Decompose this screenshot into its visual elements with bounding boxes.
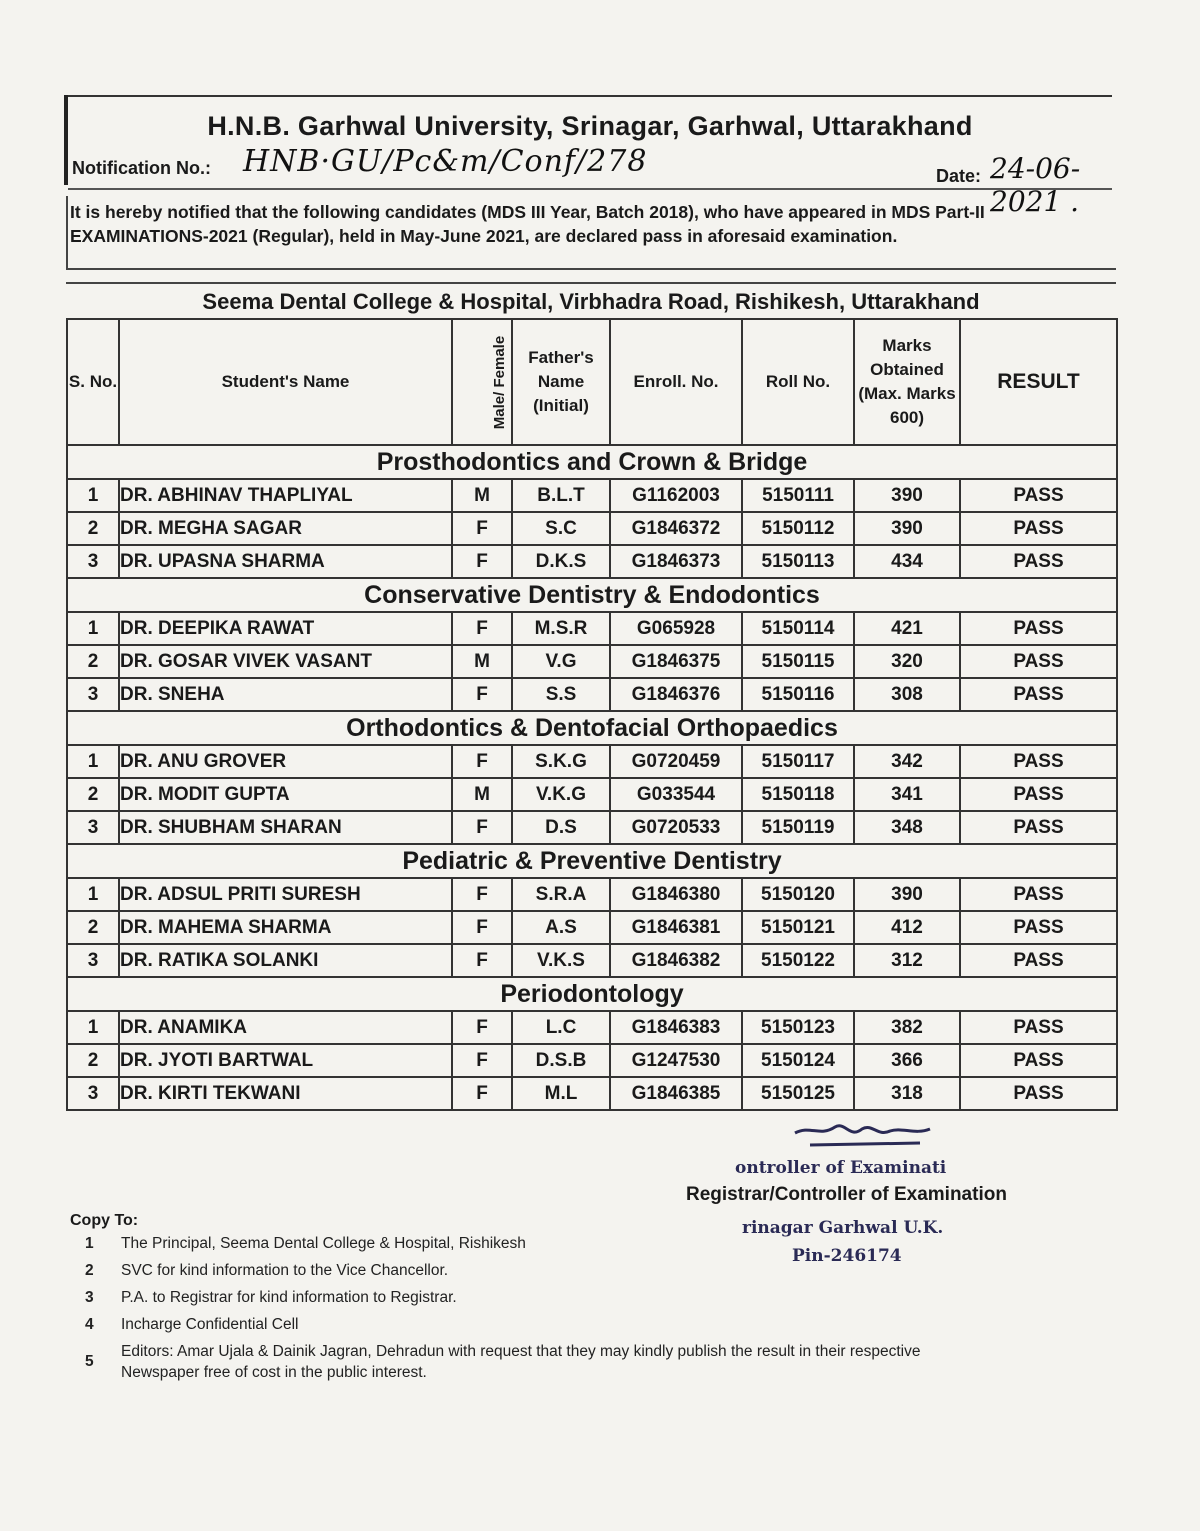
cell-name: DR. ANU GROVER bbox=[119, 745, 452, 778]
cell-sno: 2 bbox=[67, 1044, 119, 1077]
table-row bbox=[67, 645, 1117, 678]
cell-father: B.L.T bbox=[512, 479, 610, 512]
cell-result: PASS bbox=[960, 678, 1117, 711]
cell-father: M.L bbox=[512, 1077, 610, 1110]
university-title: H.N.B. Garhwal University, Srinagar, Garhwal, Uttarakhand bbox=[207, 111, 973, 141]
cell-enroll: G1846383 bbox=[610, 1011, 742, 1044]
col-result: RESULT bbox=[960, 319, 1117, 445]
cell-result: PASS bbox=[960, 545, 1117, 578]
copy-to-item bbox=[85, 1233, 985, 1254]
cell-sno: 1 bbox=[67, 745, 119, 778]
cell-sno: 3 bbox=[67, 944, 119, 977]
section-header-row bbox=[67, 711, 1117, 745]
cell-sno: 1 bbox=[67, 878, 119, 911]
cell-name: DR. DEEPIKA RAWAT bbox=[119, 612, 452, 645]
copy-to-item-number: 4 bbox=[85, 1316, 94, 1333]
cell-name: DR. MEGHA SAGAR bbox=[119, 512, 452, 545]
cell-marks: 308 bbox=[854, 678, 960, 711]
section-header-row bbox=[67, 977, 1117, 1011]
copy-to-item-text: The Principal, Seema Dental College & Hospital, Rishikesh bbox=[121, 1235, 526, 1252]
cell-father: S.C bbox=[512, 512, 610, 545]
cell-name: DR. MAHEMA SHARMA bbox=[119, 911, 452, 944]
cell-result: PASS bbox=[960, 1077, 1117, 1110]
col-gender bbox=[452, 319, 512, 445]
stamp-line-2: rinagar Garhwal U.K. bbox=[742, 1218, 944, 1238]
col-father: Father's Name (Initial) bbox=[512, 319, 610, 445]
copy-to-item-number: 3 bbox=[85, 1289, 94, 1306]
section-header-row bbox=[67, 445, 1117, 479]
notification-number: HNB·GU/Pc&m/Conf/278 bbox=[243, 144, 648, 179]
cell-father: D.S bbox=[512, 811, 610, 844]
cell-father: V.K.S bbox=[512, 944, 610, 977]
cell-name: DR. UPASNA SHARMA bbox=[119, 545, 452, 578]
cell-roll: 5150115 bbox=[742, 645, 854, 678]
table-header-row bbox=[67, 319, 1117, 445]
table-row bbox=[67, 878, 1117, 911]
cell-enroll: G0720533 bbox=[610, 811, 742, 844]
results-body bbox=[67, 445, 1117, 1110]
copy-to-item-text: P.A. to Registrar for kind information to Registrar. bbox=[121, 1289, 457, 1306]
cell-enroll: G1162003 bbox=[610, 479, 742, 512]
cell-enroll: G1846376 bbox=[610, 678, 742, 711]
cell-father: S.R.A bbox=[512, 878, 610, 911]
cell-gender: F bbox=[452, 811, 512, 844]
cell-roll: 5150112 bbox=[742, 512, 854, 545]
cell-gender: F bbox=[452, 678, 512, 711]
cell-marks: 348 bbox=[854, 811, 960, 844]
cell-marks: 312 bbox=[854, 944, 960, 977]
col-marks: Marks Obtained (Max. Marks 600) bbox=[854, 319, 960, 445]
cell-gender: F bbox=[452, 1011, 512, 1044]
cell-roll: 5150118 bbox=[742, 778, 854, 811]
cell-roll: 5150123 bbox=[742, 1011, 854, 1044]
cell-sno: 1 bbox=[67, 479, 119, 512]
cell-sno: 1 bbox=[67, 612, 119, 645]
cell-result: PASS bbox=[960, 878, 1117, 911]
cell-roll: 5150124 bbox=[742, 1044, 854, 1077]
table-row bbox=[67, 1044, 1117, 1077]
cell-gender: F bbox=[452, 745, 512, 778]
col-sno: S. No. bbox=[67, 319, 119, 445]
cell-gender: F bbox=[452, 612, 512, 645]
cell-enroll: G0720459 bbox=[610, 745, 742, 778]
section-title: Prosthodontics and Crown & Bridge bbox=[67, 445, 1117, 479]
cell-roll: 5150121 bbox=[742, 911, 854, 944]
section-title: Periodontology bbox=[67, 977, 1117, 1011]
stamp-line-1: ontroller of Examinati bbox=[735, 1158, 947, 1178]
cell-enroll: G033544 bbox=[610, 778, 742, 811]
cell-father: V.G bbox=[512, 645, 610, 678]
cell-roll: 5150114 bbox=[742, 612, 854, 645]
cell-enroll: G1846385 bbox=[610, 1077, 742, 1110]
table-row bbox=[67, 512, 1117, 545]
copy-to-item-text: Editors: Amar Ujala & Dainik Jagran, Dehradun with request that they may kindly publish the result in their respective Newspaper free of cost in the public interest. bbox=[121, 1343, 921, 1381]
cell-name: DR. MODIT GUPTA bbox=[119, 778, 452, 811]
intro-text: It is hereby notified that the following candidates (MDS III Year, Batch 2018), who have appeared in MDS Part-II EXAMINATIONS-2021 (Regular), held in May-June 2021, are declared pass in aforesaid examination. bbox=[70, 202, 985, 246]
copy-to-list bbox=[85, 1233, 985, 1389]
cell-gender: F bbox=[452, 911, 512, 944]
cell-name: DR. JYOTI BARTWAL bbox=[119, 1044, 452, 1077]
cell-marks: 382 bbox=[854, 1011, 960, 1044]
cell-sno: 3 bbox=[67, 1077, 119, 1110]
cell-name: DR. SHUBHAM SHARAN bbox=[119, 811, 452, 844]
cell-enroll: G065928 bbox=[610, 612, 742, 645]
cell-name: DR. ANAMIKA bbox=[119, 1011, 452, 1044]
cell-result: PASS bbox=[960, 811, 1117, 844]
col-gender-label: Male/ Female bbox=[491, 335, 509, 430]
col-roll: Roll No. bbox=[742, 319, 854, 445]
copy-to-item-number: 2 bbox=[85, 1262, 94, 1279]
cell-result: PASS bbox=[960, 944, 1117, 977]
cell-result: PASS bbox=[960, 645, 1117, 678]
copy-to-item bbox=[85, 1287, 985, 1308]
cell-enroll: G1846372 bbox=[610, 512, 742, 545]
cell-result: PASS bbox=[960, 778, 1117, 811]
table-row bbox=[67, 944, 1117, 977]
cell-gender: F bbox=[452, 1044, 512, 1077]
cell-father: L.C bbox=[512, 1011, 610, 1044]
cell-father: D.S.B bbox=[512, 1044, 610, 1077]
cell-sno: 2 bbox=[67, 645, 119, 678]
section-title: Conservative Dentistry & Endodontics bbox=[67, 578, 1117, 612]
cell-father: A.S bbox=[512, 911, 610, 944]
cell-result: PASS bbox=[960, 479, 1117, 512]
copy-to-item bbox=[85, 1341, 985, 1383]
section-header-row bbox=[67, 578, 1117, 612]
copy-to-item-text: Incharge Confidential Cell bbox=[121, 1316, 299, 1333]
cell-roll: 5150117 bbox=[742, 745, 854, 778]
cell-gender: F bbox=[452, 512, 512, 545]
cell-marks: 434 bbox=[854, 545, 960, 578]
col-name: Student's Name bbox=[119, 319, 452, 445]
section-header-row bbox=[67, 844, 1117, 878]
copy-to-item-text: SVC for kind information to the Vice Chancellor. bbox=[121, 1262, 449, 1279]
cell-roll: 5150113 bbox=[742, 545, 854, 578]
cell-marks: 341 bbox=[854, 778, 960, 811]
cell-result: PASS bbox=[960, 512, 1117, 545]
cell-roll: 5150111 bbox=[742, 479, 854, 512]
stamp-line-3: Pin-246174 bbox=[792, 1246, 902, 1266]
copy-to-label: Copy To: bbox=[70, 1212, 139, 1229]
cell-roll: 5150122 bbox=[742, 944, 854, 977]
copy-to-item bbox=[85, 1260, 985, 1281]
registrar-designation: Registrar/Controller of Examination bbox=[686, 1184, 1007, 1205]
cell-result: PASS bbox=[960, 1044, 1117, 1077]
cell-name: DR. ABHINAV THAPLIYAL bbox=[119, 479, 452, 512]
signature bbox=[790, 1115, 940, 1155]
cell-enroll: G1846381 bbox=[610, 911, 742, 944]
cell-sno: 2 bbox=[67, 512, 119, 545]
table-row bbox=[67, 1077, 1117, 1110]
cell-sno: 2 bbox=[67, 778, 119, 811]
cell-gender: F bbox=[452, 878, 512, 911]
cell-sno: 3 bbox=[67, 545, 119, 578]
results-table bbox=[66, 318, 1118, 1111]
cell-marks: 390 bbox=[854, 479, 960, 512]
notification-row bbox=[68, 144, 1112, 218]
cell-sno: 3 bbox=[67, 678, 119, 711]
cell-name: DR. RATIKA SOLANKI bbox=[119, 944, 452, 977]
table-row bbox=[67, 1011, 1117, 1044]
cell-result: PASS bbox=[960, 1011, 1117, 1044]
cell-father: S.K.G bbox=[512, 745, 610, 778]
cell-marks: 412 bbox=[854, 911, 960, 944]
cell-roll: 5150125 bbox=[742, 1077, 854, 1110]
cell-marks: 390 bbox=[854, 878, 960, 911]
cell-enroll: G1846382 bbox=[610, 944, 742, 977]
cell-father: V.K.G bbox=[512, 778, 610, 811]
cell-roll: 5150116 bbox=[742, 678, 854, 711]
cell-gender: M bbox=[452, 479, 512, 512]
cell-result: PASS bbox=[960, 745, 1117, 778]
table-row bbox=[67, 678, 1117, 711]
copy-to-item bbox=[85, 1314, 985, 1335]
cell-marks: 390 bbox=[854, 512, 960, 545]
date-value: 24-06-2021 . bbox=[990, 152, 1081, 218]
copy-to-item-number: 1 bbox=[85, 1235, 94, 1252]
section-title: Orthodontics & Dentofacial Orthopaedics bbox=[67, 711, 1117, 745]
cell-marks: 318 bbox=[854, 1077, 960, 1110]
cell-name: DR. KIRTI TEKWANI bbox=[119, 1077, 452, 1110]
document-header bbox=[68, 95, 1112, 218]
table-row bbox=[67, 745, 1117, 778]
cell-marks: 342 bbox=[854, 745, 960, 778]
cell-result: PASS bbox=[960, 911, 1117, 944]
cell-father: S.S bbox=[512, 678, 610, 711]
cell-gender: M bbox=[452, 645, 512, 678]
cell-gender: F bbox=[452, 1077, 512, 1110]
table-row bbox=[67, 811, 1117, 844]
cell-gender: F bbox=[452, 944, 512, 977]
table-row bbox=[67, 479, 1117, 512]
cell-name: DR. SNEHA bbox=[119, 678, 452, 711]
cell-enroll: G1846375 bbox=[610, 645, 742, 678]
table-row bbox=[67, 612, 1117, 645]
cell-sno: 1 bbox=[67, 1011, 119, 1044]
cell-sno: 2 bbox=[67, 911, 119, 944]
copy-to-item-number: 5 bbox=[85, 1353, 94, 1370]
cell-roll: 5150119 bbox=[742, 811, 854, 844]
cell-sno: 3 bbox=[67, 811, 119, 844]
table-row bbox=[67, 545, 1117, 578]
cell-gender: M bbox=[452, 778, 512, 811]
cell-enroll: G1846373 bbox=[610, 545, 742, 578]
cell-result: PASS bbox=[960, 612, 1117, 645]
cell-name: DR. GOSAR VIVEK VASANT bbox=[119, 645, 452, 678]
cell-gender: F bbox=[452, 545, 512, 578]
college-name: Seema Dental College & Hospital, Virbhadra Road, Rishikesh, Uttarakhand bbox=[66, 282, 1116, 320]
table-row bbox=[67, 778, 1117, 811]
cell-father: M.S.R bbox=[512, 612, 610, 645]
cell-marks: 320 bbox=[854, 645, 960, 678]
cell-marks: 421 bbox=[854, 612, 960, 645]
cell-marks: 366 bbox=[854, 1044, 960, 1077]
cell-enroll: G1846380 bbox=[610, 878, 742, 911]
cell-name: DR. ADSUL PRITI SURESH bbox=[119, 878, 452, 911]
notification-label: Notification No.: bbox=[72, 158, 211, 178]
date-label: Date: bbox=[936, 166, 982, 186]
col-enroll: Enroll. No. bbox=[610, 319, 742, 445]
cell-father: D.K.S bbox=[512, 545, 610, 578]
table-row bbox=[67, 911, 1117, 944]
section-title: Pediatric & Preventive Dentistry bbox=[67, 844, 1117, 878]
cell-enroll: G1247530 bbox=[610, 1044, 742, 1077]
cell-roll: 5150120 bbox=[742, 878, 854, 911]
